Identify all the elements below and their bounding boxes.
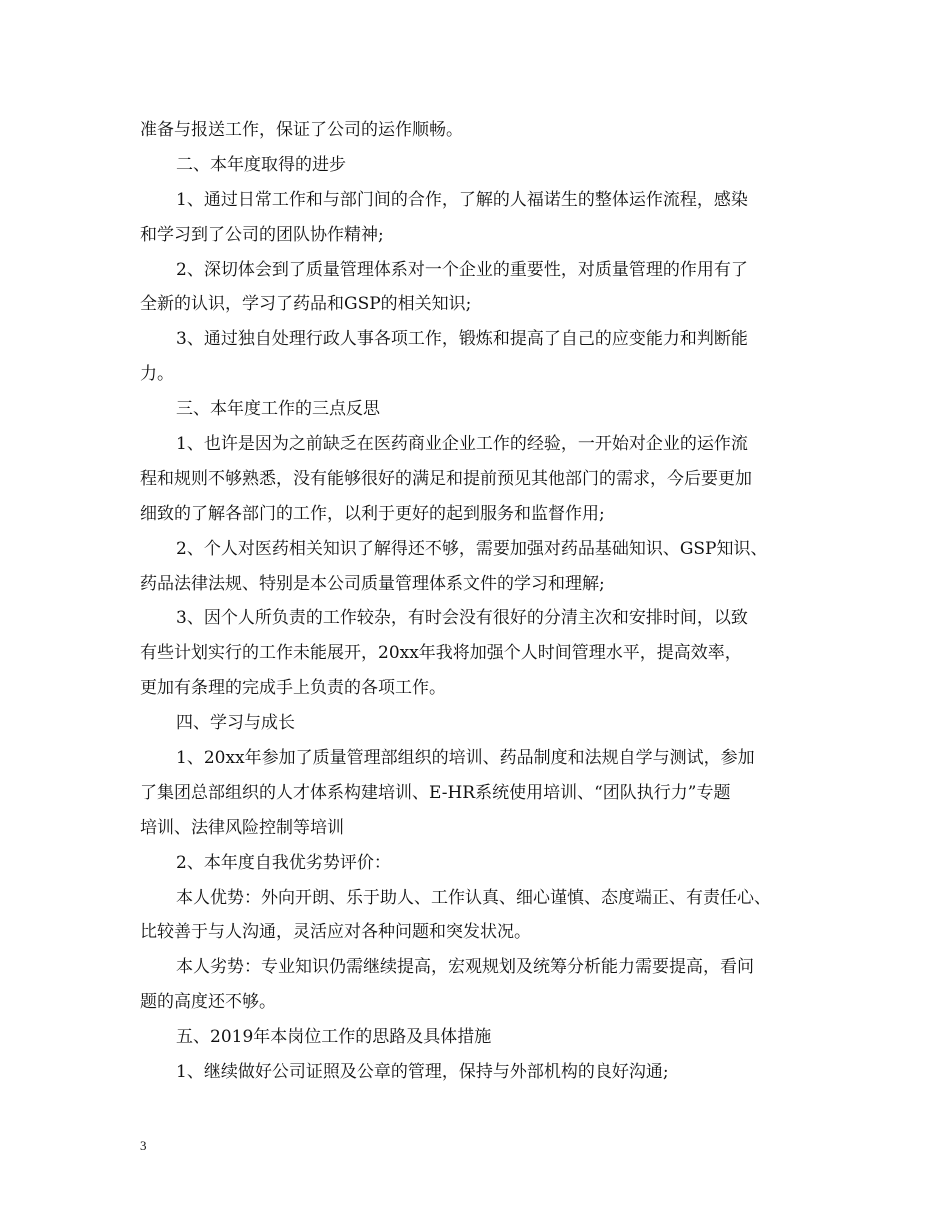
text-line: 力。 bbox=[140, 364, 174, 385]
text-line: 了集团总部组织的人才体系构建培训、E-HR系统使用培训、“团队执行力”专题 bbox=[140, 782, 731, 803]
text-line: 比较善于与人沟通，灵活应对各种问题和突发状况。 bbox=[140, 922, 531, 943]
text-line: 准备与报送工作，保证了公司的运作顺畅。 bbox=[140, 120, 463, 140]
text-line: 四、学习与成长 bbox=[176, 713, 295, 734]
text-line: 五、2019年本岗位工作的思路及具体措施 bbox=[176, 1027, 492, 1048]
text-line: 1、通过日常工作和与部门间的合作，了解的人福诺生的整体运作流程，感染 bbox=[176, 189, 748, 210]
text-line: 1、20xx年参加了质量管理部组织的培训、药品制度和法规自学与测试，参加 bbox=[176, 748, 755, 769]
text-line: 细致的了解各部门的工作，以利于更好的起到服务和监督作用; bbox=[140, 503, 605, 524]
text-line: 本人优势：外向开朗、乐于助人、工作认真、细心谨慎、态度端正、有责任心、 bbox=[176, 887, 771, 908]
text-line: 2、深切体会到了质量管理体系对一个企业的重要性，对质量管理的作用有了 bbox=[176, 259, 748, 280]
text-line: 全新的认识，学习了药品和GSP的相关知识; bbox=[140, 294, 472, 315]
text-line: 2、个人对医药相关知识了解得还不够，需要加强对药品基础知识、GSP知识、 bbox=[176, 538, 768, 559]
text-line: 程和规则不够熟悉，没有能够很好的满足和提前预见其他部门的需求，今后要更加 bbox=[140, 468, 752, 489]
text-line: 1、也许是因为之前缺乏在医药商业企业工作的经验，一开始对企业的运作流 bbox=[176, 434, 748, 455]
text-line: 二、本年度取得的进步 bbox=[176, 154, 346, 175]
text-line: 1、继续做好公司证照及公章的管理，保持与外部机构的良好沟通; bbox=[176, 1062, 669, 1083]
text-line: 药品法律法规、特别是本公司质量管理体系文件的学习和理解; bbox=[140, 573, 605, 594]
text-line: 本人劣势：专业知识仍需继续提高，宏观规划及统筹分析能力需要提高，看问 bbox=[176, 957, 754, 978]
text-line: 三、本年度工作的三点反思 bbox=[176, 399, 380, 420]
text-line: 有些计划实行的工作未能展开，20xx年我将加强个人时间管理水平，提高效率， bbox=[140, 643, 742, 664]
text-line: 更加有条理的完成手上负责的各项工作。 bbox=[140, 678, 446, 699]
text-line: 培训、法律风险控制等培训 bbox=[140, 817, 344, 838]
page-number: 3 bbox=[140, 1138, 147, 1153]
document-body bbox=[140, 113, 820, 1090]
text-line: 2、本年度自我优劣势评价： bbox=[176, 852, 391, 873]
text-line: 3、因个人所负责的工作较杂，有时会没有很好的分清主次和安排时间，以致 bbox=[176, 608, 748, 629]
text-line: 题的高度还不够。 bbox=[140, 992, 276, 1013]
text-line: 和学习到了公司的团队协作精神; bbox=[140, 224, 384, 245]
text-line: 3、通过独自处理行政人事各项工作，锻炼和提高了自己的应变能力和判断能 bbox=[176, 329, 748, 350]
